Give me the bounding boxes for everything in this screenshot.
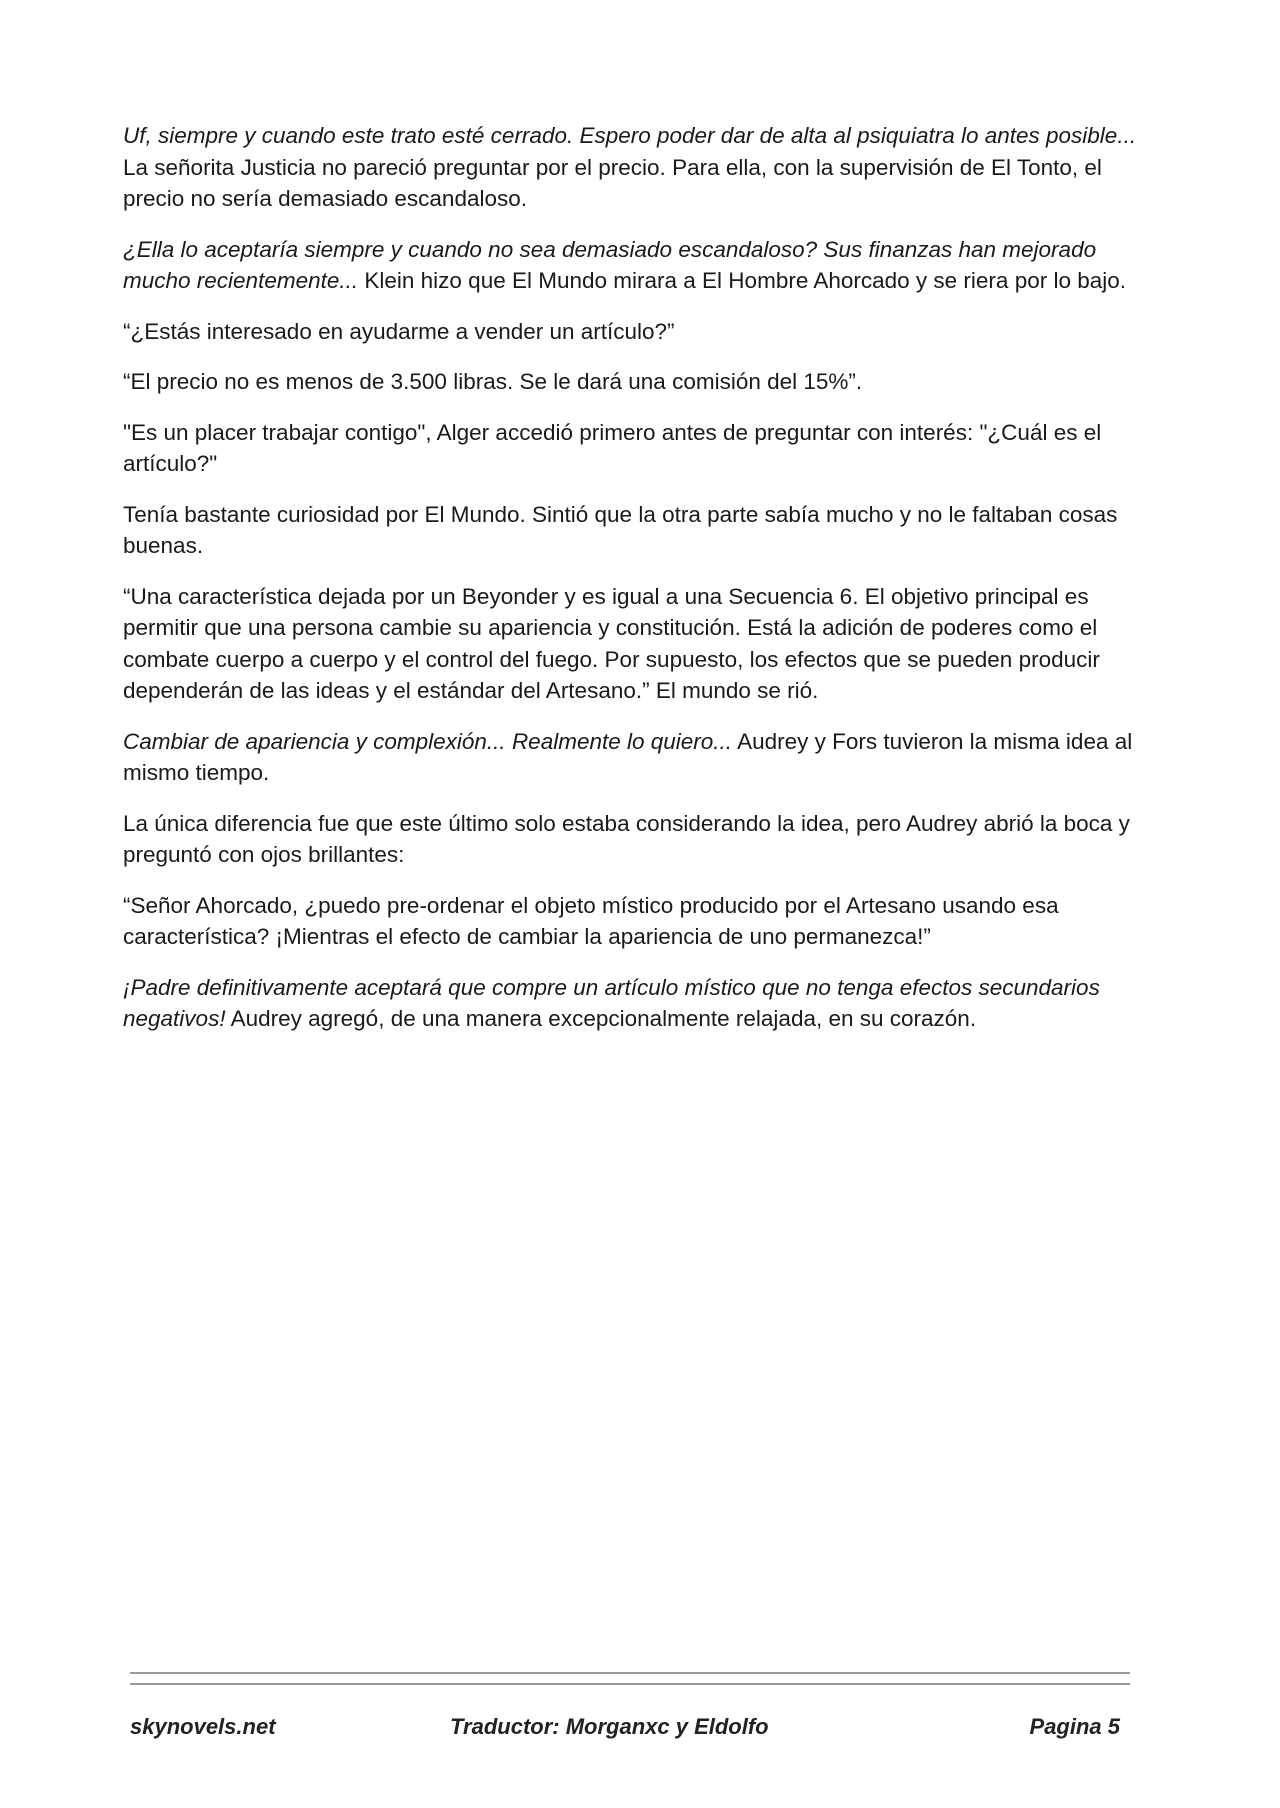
paragraph-text: Audrey y Fors tuvieron la misma idea al mismo tiempo. (123, 728, 1133, 785)
paragraph (123, 316, 1143, 348)
paragraph-text: “¿Estás interesado en ayudarme a vender un artículo?” (123, 318, 675, 344)
italic-thought-text: Cambiar de apariencia y complexión... Realmente lo quiero... (123, 728, 733, 754)
footer-site: skynovels.net (130, 1714, 276, 1739)
footer-divider-top (130, 1672, 1130, 1674)
paragraph-text: La señorita Justicia no pareció preguntar por el precio. Para ella, con la supervisión de El Tonto, el precio no sería demasiado escandaloso. (123, 154, 1102, 211)
paragraph (123, 890, 1143, 953)
paragraph (123, 972, 1143, 1035)
paragraph (123, 726, 1143, 789)
page-footer (130, 1714, 1130, 1750)
italic-thought-text: Uf, siempre y cuando este trato esté cerrado. Espero poder dar de alta al psiquiatra lo antes posible... (123, 123, 1137, 148)
paragraph-text: La única diferencia fue que este último solo estaba considerando la idea, pero Audrey abrió la boca y preguntó con ojos brillantes: (123, 810, 1130, 867)
paragraph-text: Klein hizo que El Mundo mirara a El Hombre Ahorcado y se riera por lo bajo. (358, 268, 1127, 293)
paragraph-text: “El precio no es menos de 3.500 libras. Se le dará una comisión del 15%”. (123, 369, 863, 394)
paragraph (123, 499, 1143, 562)
paragraph (123, 808, 1143, 871)
italic-thought-text: ¡Padre definitivamente aceptará que compre un artículo místico que no tenga efectos secundarios negativos! (123, 974, 1100, 1031)
paragraph (123, 366, 1143, 398)
paragraph-text: Tenía bastante curiosidad por El Mundo. Sintió que la otra parte sabía mucho y no le faltaban cosas buenas. (123, 501, 1118, 558)
paragraph-text: "Es un placer trabajar contigo", Alger accedió primero antes de preguntar con interés: "¿Cuál es el artículo?" (123, 419, 1102, 476)
paragraph (123, 120, 1143, 215)
footer-divider-bottom (130, 1683, 1130, 1685)
body-text (123, 120, 1143, 1054)
paragraph (123, 417, 1143, 480)
paragraph-text: “Una característica dejada por un Beyonder y es igual a una Secuencia 6. El objetivo principal es permitir que una persona cambie su apariencia y constitución. Está la adición de poderes como el combate cuerpo a cuerpo y el control del fuego. Por supuesto, los efectos que se pueden producir dependerán de las ideas y el estándar del Artesano.” El mundo se rió. (123, 583, 1100, 703)
paragraph (123, 581, 1143, 707)
paragraph-text: Audrey agregó, de una manera excepcionalmente relajada, en su corazón. (225, 1006, 977, 1031)
paragraph (123, 234, 1143, 297)
italic-thought-text: ¿Ella lo aceptaría siempre y cuando no sea demasiado escandaloso? Sus finanzas han mejorado mucho recientemente... (123, 236, 1097, 293)
footer-translator: Traductor: Morganxc y Eldolfo (450, 1714, 769, 1739)
footer-page-number: Pagina 5 (1029, 1714, 1120, 1739)
paragraph-text: “Señor Ahorcado, ¿puedo pre-ordenar el objeto místico producido por el Artesano usando esa característica? ¡Mientras el efecto de cambiar la apariencia de uno permanezca!” (123, 892, 1059, 949)
